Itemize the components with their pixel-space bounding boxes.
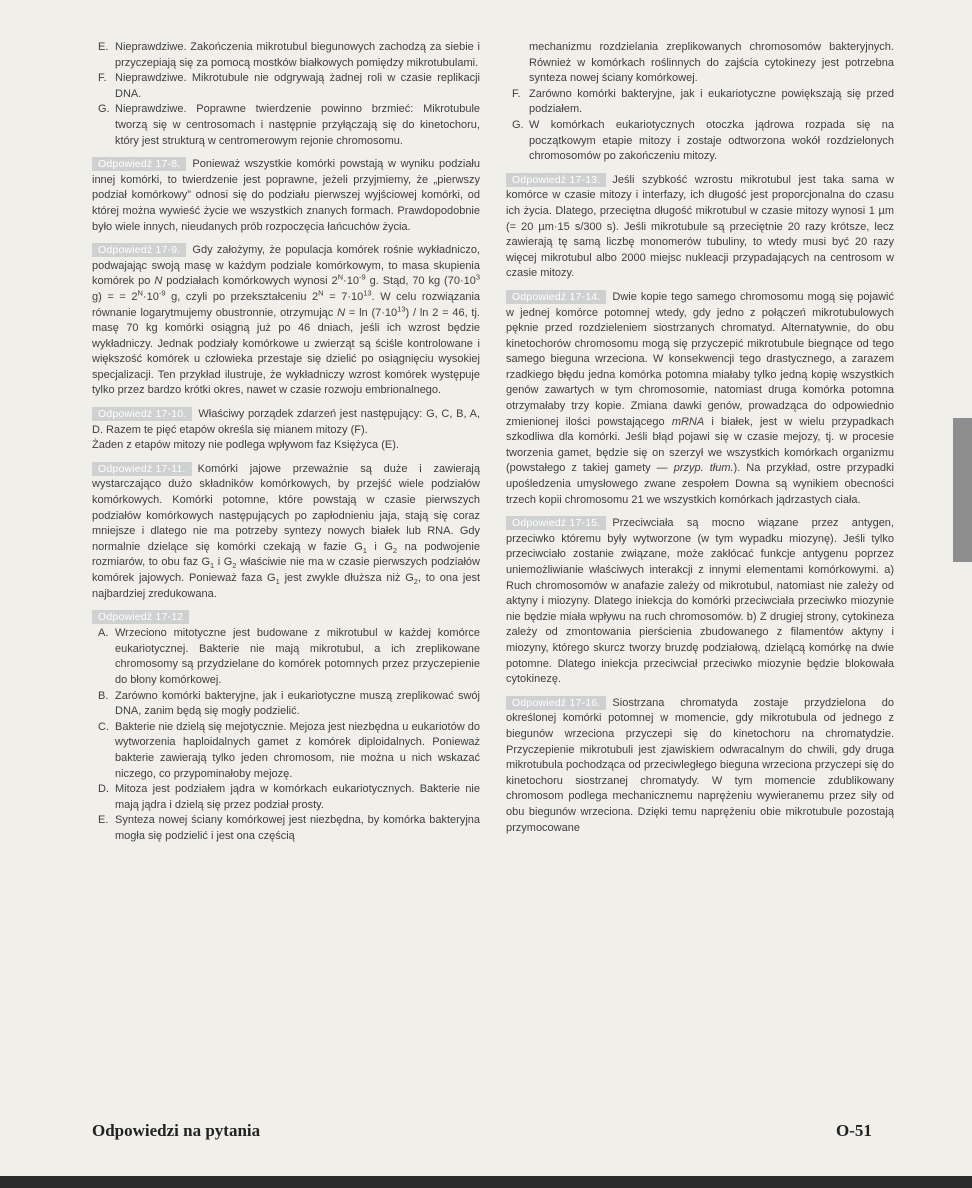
answer-17-10: Odpowiedź 17-10. Właściwy porządek zdarzeń jest następujący: G, C, B, A, D. Razem te pięć etapów określa się mianem mitozy (F). Żaden z etapów mitozy nie podlega wpływom faz Księżyca (E). [92, 408, 480, 452]
answer-17-15: Odpowiedź 17-15. Przeciwciała są mocno wiązane przez antygen, przeciwko któremu były wytworzone (w tym wypadku miozynę). Jeśli tylko przeciwciało zostanie związane, może zakłócać funkcje antygenu poprzez uniemożliwianie właściwych interakcji z innymi elementami komórkowymi. a) Ruch chromosomów w anafazie zależy od mikrotubul, natomiast nie zależy od aktyny i miozyny. Dlatego iniekcja do komórki przeciwciała przeciwko miozynie nie będzie miała wpływu na ruch chromosomów. b) Z drugiej strony, cytokineza zależy od zmontowania pierścienia zbudowanego z filamentów aktyny i miozyny, którego skurcz tworzy bruzdę podziałową, dzielącą komórkę na dwie potomne. Dlatego iniekcja przeciwciał przeciwko miozynie będzie blokowała cytokinezę. [506, 517, 894, 686]
answer-17-12 [92, 610, 480, 626]
answer-item-c: C. Bakterie nie dzielą się mejotycznie. Mejoza jest niezbędna u eukariotów do wytworzenia haploidalnych gamet z komórek diploidalnych. Ponieważ bakterie zawierają tylko jeden chromosom, nie można u nich wskazać niczego, co przypominałoby mejozę. [98, 720, 480, 780]
answer-17-9: Odpowiedź 17-9. Gdy założymy, że populacja komórek rośnie wykładniczo, podwajając swoją masę w każdym podziale komórkowym, to masa skupienia komórek po N podziałach komórkowych wynosi $2^N\cdot 10^{-9}$ g. Stąd, 70 kg ($70\cdot 10^3$ g) = = $2^N\cdot 10^{-9}$ g, czyli po przekształceniu $2^N = 7\cdot 10^{13}$. W celu rozwiązania równanie logarytmujemy obustronnie, otrzymując $N = \ln (7\cdot 10^{13}) / \ln 2 = 46$, tj. masę 70 kg komórki osiągną już po 46 dniach, jeśli ich wzrost będzie wykładniczy. Jednak podziały komórkowe u zwierząt są ściśle kontrolowane i większość komórek u człowieka przestaje się dzielić po osiągnięciu wysokiej specjalizacji. Ten przykład ilustruje, że wykładniczy wzrost komórek występuje tylko przez bardzo krótki okres, nawet w czasie rozwoju embrionalnego. [92, 244, 481, 397]
answer-item-f: F. Nieprawdziwe. Mikrotubule nie odgrywają żadnej roli w czasie replikacji DNA. [98, 72, 480, 100]
answer-item-g: G. Nieprawdziwe. Poprawne twierdzenie powinno brzmieć: Mikrotubule tworzą się w centrosomach i następnie przyłączają się do kinetochoru, który jest strukturą w centromerowym rejonie chromosomu. [98, 103, 480, 147]
answer-item-e2: E. Synteza nowej ściany komórkowej jest niezbędna, by komórka bakteryjna mogła się podzielić i jest ona częścią [98, 814, 480, 842]
chapter-edge-tab [953, 418, 972, 562]
answer-17-13: Odpowiedź 17-13. Jeśli szybkość wzrostu mikrotubul jest taka sama w komórce w czasie mitozy i interfazy, ich długość jest proporcjonalna do czasu ich życia. Dlatego, przeciętna długość mikrotubul w czasie mitozy wynosi 1 µm (= 20 µm·15 s/300 s). Jeśli mikrotubule są przeciętnie 20 razy krótsze, lecz zawierają tę samą liczbę monomerów tubuliny, to wtedy musi być 20 razy więcej mikrotubul albo 2000 miejsc nukleacji przypadających na centrosom w czasie mitozy. [506, 173, 894, 280]
answer-17-14: Odpowiedź 17-14. Dwie kopie tego samego chromosomu mogą się pojawić w jednej komórce potomnej wtedy, gdy jedno z połączeń mikrotubulowych pęknie przed rozdzieleniem siostrzanych chromatyd. Alternatywnie, do obu kinetochorów chromosomu mogą się przyczepić mikrotubule biegnące od tego samego bieguna wrzeciona. W konsekwencji tego drastycznego, a zarazem rzadkiego błędu jedna komórka potomna miałaby tylko jedną kopię wszystkich genów zawartych w tym chromosomie, natomiast druga komórka potomna otrzymałaby trzy kopie. Zmiana dawki genów, prowadząca do odpowiednio zmienionej ilości powstającego mRNA i białek, jest w wielu przypadkach szkodliwa dla komórki. Jeśli błąd pojawi się w czasie mejozy, tj. w procesie tworzenia gamet, będzie się on szerzył we wszystkich komórkach organizmu (powstałego z takiej gamety — przyp. tłum.). Na przykład, ostre przypadki upośledzenia umysłowego zwane zespołem Downa są wynikiem obecności trzech kopii chromosomu 21 we wszystkich komórkach jądrzastych ciała. [506, 290, 894, 506]
answer-item-a: A. Wrzeciono mitotyczne jest budowane z mikrotubul w każdej komórce eukariotycznej. Bakterie nie mają mikrotubul, a ich zreplikowane chromosomy są przydzielane do komórek potomnych przez przyczepienie do błony komórkowej. [98, 627, 480, 686]
answer-tag: Odpowiedź 17-8. [92, 157, 186, 171]
answer-item-d: D. Mitoza jest podziałem jądra w komórkach eukariotycznych. Bakterie nie mają jądra i dzielą się przez podział prosty. [98, 783, 480, 811]
left-column [92, 40, 480, 845]
answer-item-e-continued: mechanizmu rozdzielania zreplikowanych chromosomów bakteryjnych. Również w komórkach roślinnych do zajścia cytokinezy jest potrzebna synteza nowej ściany komórkowej. [529, 41, 894, 85]
answer-tag: Odpowiedź 17-15. [506, 516, 606, 530]
answer-17-11: Odpowiedź 17-11. Komórki jajowe przeważnie są duże i zawierają wystarczająco dużo składników komórkowych, by przejść wiele podziałów komórkowych. Komórki potomne, które powstają w czasie pierwszych podziałów komórkowych następujących po zapłodnieniu jaja, stają się coraz mniejsze i dlatego nie ma potrzeby syntezy nowych białek lub RNA. Gdy normalnie dzielące się komórki czekają w fazie $G_1$ i $G_2$ na podwojenie rozmiarów, to obu faz $G_1$ i $G_2$ właściwie nie ma w czasie pierwszych podziałów komórek jajowych. Ponieważ faza $G_1$ jest zwykle dłuższa niż $G_2$, to ona jest najbardziej zredukowana. [92, 462, 480, 600]
right-column [506, 40, 894, 836]
answer-17-16: Odpowiedź 17-16. Siostrzana chromatyda zostaje przydzielona do określonej komórki potomnej w momencie, gdy mikrotubula od jednego z biegunów wrzeciona przyczepi się do kinetochoru na chromatydzie. Przyczepienie mikrotubuli jest zjawiskiem odwracalnym do chwili, gdy druga mikrotubula pochodząca od przeciwległego bieguna wrzeciona przyczepi się do kinetochoru siostrzanej chromatydy. W tym momencie zdublikowany chromosom podlega mechanicznemu naprężeniu wywieranemu przez siły od obu biegunów wrzeciona. Dzięki temu naprężeniu obie mikrotubule pozostają przymocowane [506, 696, 894, 834]
answer-item-b: B. Zarówno komórki bakteryjne, jak i eukariotyczne muszą zreplikować swój DNA, zanim będą się mogły podzielić. [98, 689, 480, 718]
answer-tag: Odpowiedź 17-14. [506, 290, 606, 304]
answer-item-g: G. W komórkach eukariotycznych otoczka jądrowa rozpada się na początkowym etapie mitozy i zostaje odtworzona wokół rozdzielonych chromosomów po zakończeniu mitozy. [512, 118, 894, 163]
answer-tag: Odpowiedź 17-10. [92, 407, 192, 421]
answer-17-8: Odpowiedź 17-8. Ponieważ wszystkie komórki powstają w wyniku podziału innej komórki, to twierdzenie jest poprawne, jeżeli przyjmiemy, że „pierwszy podział komórkowy” odnosi się do podziału pierwszej wyjściowej komórki, od której można wywieść życie we wszystkich znanych formach. Prawdopodobnie było wiele innych, nieudanych prób rozpoczęcia łańcuchów życia. [92, 158, 480, 233]
answer-tag: Odpowiedź 17-9. [92, 243, 186, 257]
answer-tag: Odpowiedź 17-11. [92, 462, 192, 476]
answer-tag: Odpowiedź 17-13. [506, 173, 606, 187]
answer-item-f: F. Zarówno komórki bakteryjne, jak i eukariotyczne powiększają się przed podziałem. [512, 87, 894, 116]
answer-tag: Odpowiedź 17-16. [506, 696, 606, 710]
scan-bottom-border [0, 1176, 972, 1188]
footer-section-title: Odpowiedzi na pytania [92, 1121, 261, 1140]
answer-item-e: E. Nieprawdziwe. Zakończenia mikrotubul biegunowych zachodzą za siebie i przyczepiają się za pomocą mostków białkowych pomiędzy mikrotubulami. [98, 41, 480, 69]
page-number: O-51 [836, 1121, 872, 1140]
answer-tag: Odpowiedź 17-12 [92, 610, 189, 624]
